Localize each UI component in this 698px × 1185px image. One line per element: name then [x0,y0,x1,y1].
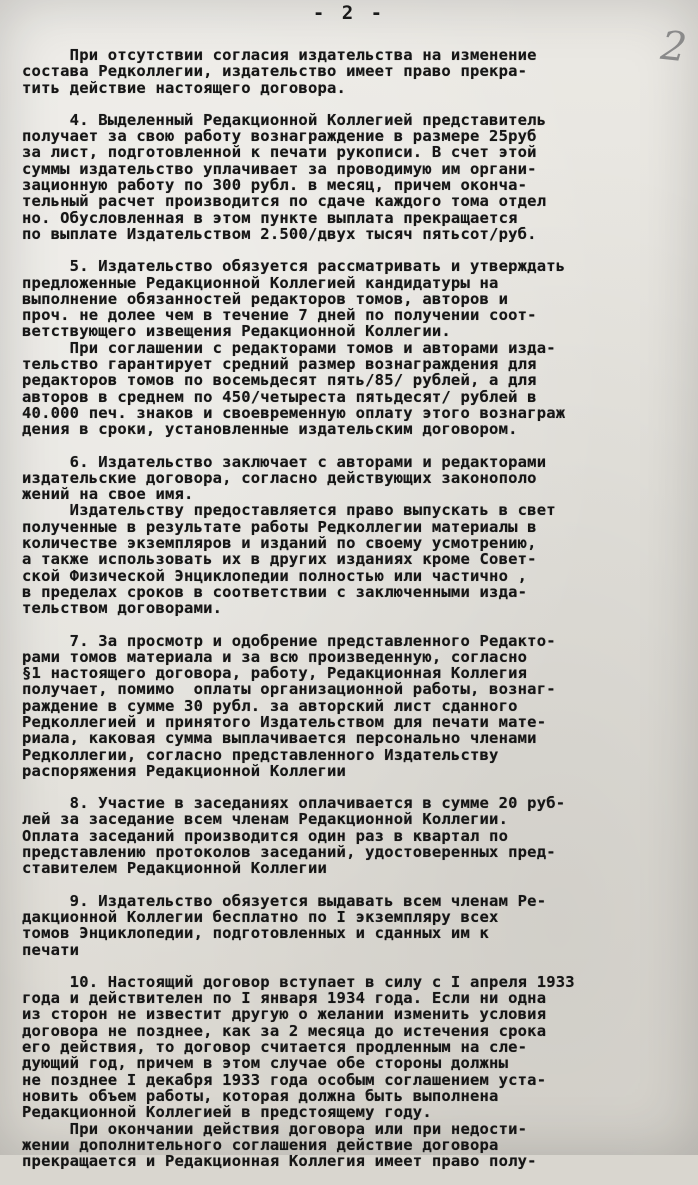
text-line: томов Энциклопедии, подготовленных и сданных им к [22,924,490,943]
text-line: рами томов материала и за всю произведенную, согласно [22,647,528,666]
text-line: раждение в сумме 30 рубл. за авторский лист сданного [22,696,518,715]
text-line: авторов в среднем по 450/четыреста пятьдесят/ рублей в [22,387,537,406]
text-line: Редколлегии, согласно представленного Издательству [22,745,499,764]
text-line: дения в сроки, установленные издательским договором. [22,420,518,439]
text-line: зационную работу по 300 рубл. в месяц, причем оконча- [22,176,528,195]
text-line: получает за свою работу вознаграждение в размере 25руб [22,127,537,146]
text-line: Оплата заседаний производится один раз в квартал по [22,826,509,845]
paragraph [22,47,694,96]
text-line: ставителем Редакционной Коллегии [22,859,328,878]
text-line: При соглашении с редакторами томов и авторами изда- [22,338,556,357]
paragraph [22,633,694,780]
text-line: 10. Настоящий договор вступает в силу с I апреля 1933 [22,972,575,991]
text-line: по выплате Издательством 2.500/двух тысяч пятьсот/руб. [22,224,537,243]
text-line: а также использовать их в других изданиях кроме Совет- [22,550,537,569]
text-line: Редакционной Коллегией в предстоящему году. [22,1103,432,1122]
text-line: полученные в результате работы Редколлегии материалы в [22,517,537,536]
text-line: проч. не долее чем в течение 7 дней по получении соот- [22,306,537,325]
text-line: но. Обусловленная в этом пункте выплата прекращается [22,208,518,227]
page-number: - 2 - [312,2,386,24]
text-line: риала, каковая сумма выплачивается персонально членами [22,729,537,748]
text-line: распоряжения Редакционной Коллегии [22,761,347,780]
text-line: из сторон не известит другую о желании изменить условия [22,1005,547,1024]
text-line: издательские договора, согласно действующих законополо [22,468,537,487]
text-line: получает, помимо оплаты организационной работы, вознаг- [22,680,556,699]
text-line: 6. Издательство заключает с авторами и редакторами [22,452,547,471]
text-line: дакционной Коллегии бесплатно по I экземпляру всех [22,907,499,926]
text-line: предложенные Редакционной Коллегией кандидатуры на [22,273,499,292]
text-line: §1 настоящего договора, работу, Редакционная Коллегия [22,664,528,683]
text-line: Редколлегией и принятого Издательством для печати мате- [22,712,547,731]
paragraph [22,112,694,242]
text-line: ветствующего извещения Редакционной Коллегии. [22,322,451,341]
text-line: лей за заседание всем членам Редакционной Коллегии. [22,810,509,829]
text-line: печати [22,940,80,959]
text-line: Издательству предоставляется право выпускать в свет [22,501,556,520]
text-line: редакторов томов по восемьдесят пять/85/ рублей, а для [22,371,537,390]
text-line: тельством договорами. [22,599,223,618]
text-line: представлению протоколов заседаний, удостоверенных пред- [22,843,556,862]
paragraph [22,795,694,876]
text-line: ской Физической Энциклопедии полностью или частично , [22,566,528,585]
text-line: количестве экземпляров и изданий по своему усмотрению, [22,534,537,553]
text-line: не позднее I декабря 1933 года особым соглашением уста- [22,1070,547,1089]
text-line: состава Редколлегии, издательство имеет право прекра- [22,62,528,81]
text-line: за лист, подготовленной к печати рукописи. В счет этой [22,143,537,162]
text-line: При окончании действия договора или при недости- [22,1119,528,1138]
pencil-page-mark: 2 [658,22,689,72]
text-line: жении дополнительного соглашения действие договора [22,1135,499,1154]
paragraph [22,454,694,617]
text-line: суммы издательство уплачивает за проводимую им органи- [22,159,537,178]
text-line: 8. Участие в заседаниях оплачивается в сумме 20 руб- [22,794,566,813]
text-line: 7. За просмотр и одобрение представленного Редакто- [22,631,556,650]
text-line: жений на свое имя. [22,485,194,504]
text-line: в пределах сроков в соответствии с заключенными изда- [22,582,528,601]
text-line: договора не позднее, как за 2 месяца до истечения срока [22,1021,547,1040]
text-line: прекращается и Редакционная Коллегия имеет право полу- [22,1152,537,1171]
text-line: выполнение обязанностей редакторов томов, авторов и [22,289,509,308]
text-line: тельство гарантирует средний размер вознаграждения для [22,355,537,374]
text-line: тить действие настоящего договора. [22,78,347,97]
text-line: 4. Выделенный Редакционной Коллегией представитель [22,110,547,129]
text-line: 40.000 печ. знаков и своевременную оплату этого вознаграж [22,403,566,422]
text-line: новить объем работы, которая должна быть выполнена [22,1086,499,1105]
document-body [22,47,694,1185]
paragraph [22,258,694,437]
text-line: года и действителен по I января 1934 года. Если ни одна [22,989,547,1008]
text-line: 5. Издательство обязуется рассматривать и утверждать [22,257,566,276]
paragraph [22,893,694,958]
text-line: дующий год, причем в этом случае обе стороны должны [22,1054,509,1073]
text-line: 9. Издательство обязуется выдавать всем членам Ре- [22,891,547,910]
text-line: его действия, то договор считается продленным на сле- [22,1038,528,1057]
paragraph [22,974,694,1170]
text-line: тельный расчет производится по сдаче каждого тома отдел [22,192,547,211]
text-line: При отсутствии согласия издательства на изменение [22,46,537,64]
